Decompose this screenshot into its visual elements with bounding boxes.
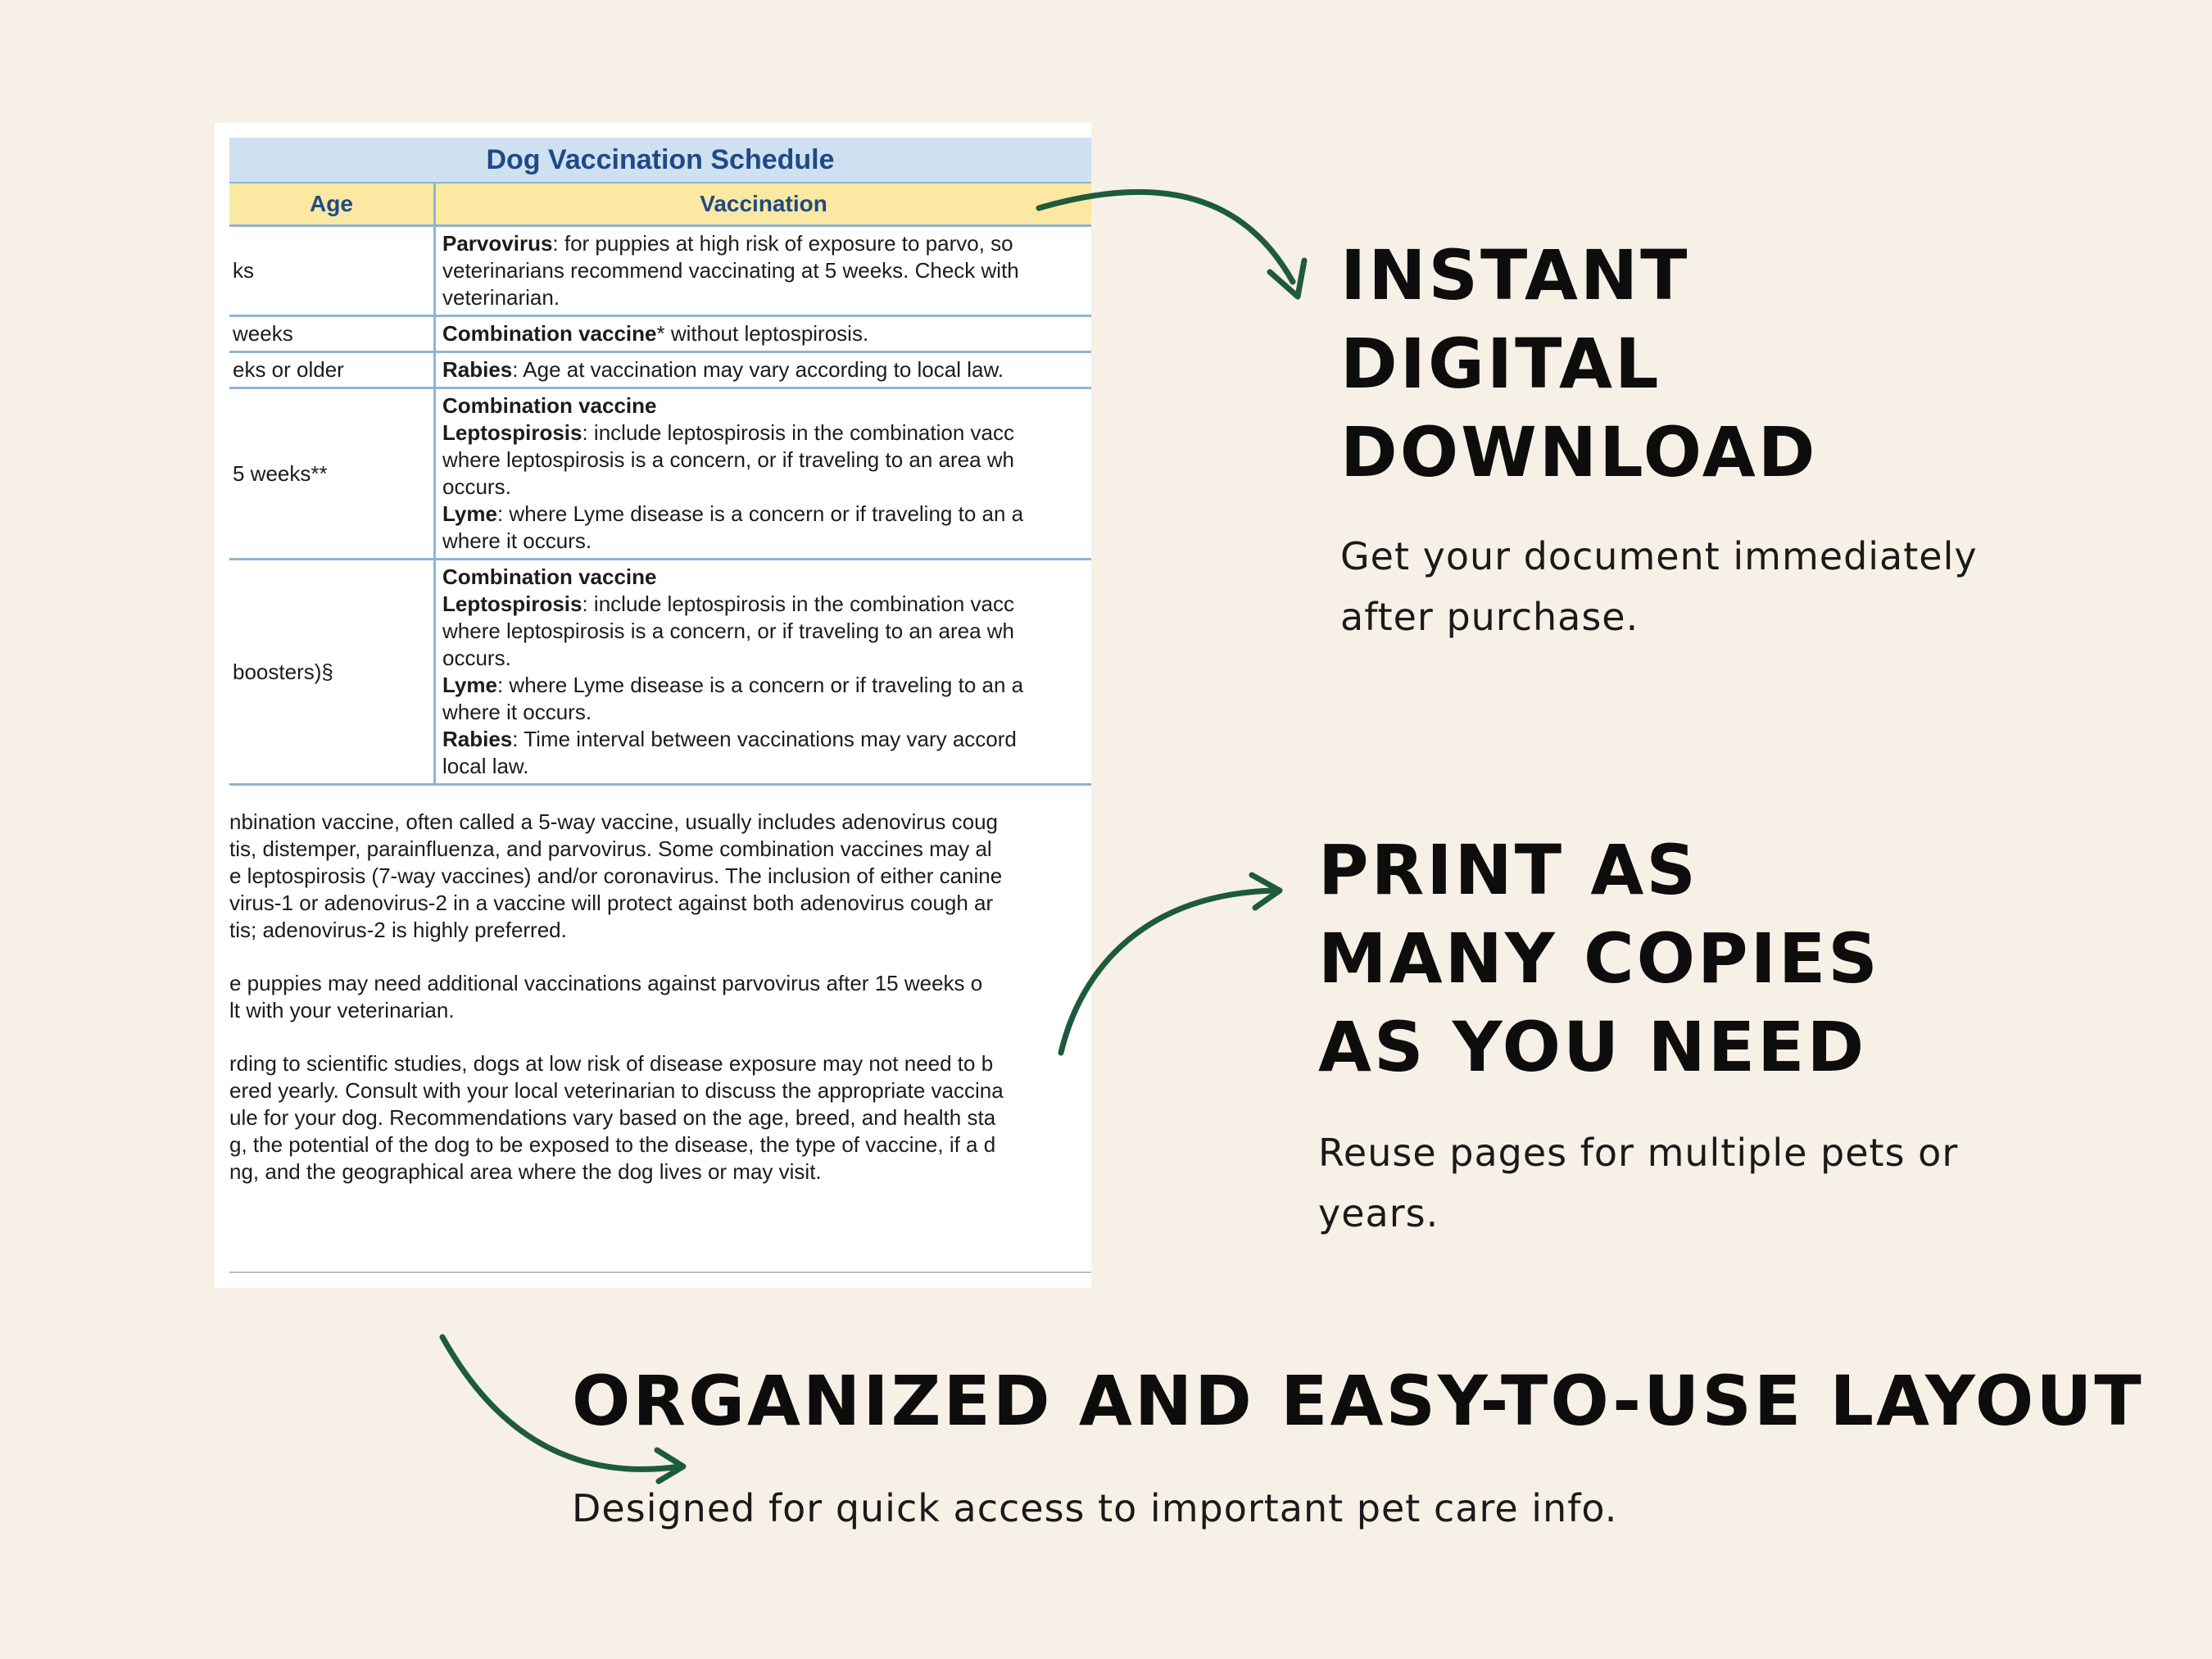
title-line: INSTANT <box>1340 235 1690 315</box>
vaccination-line <box>442 501 1091 528</box>
feature-title-instant-download <box>1340 231 1818 496</box>
vaccine-detail: local law. <box>442 754 529 778</box>
footnote-line: virus-1 or adenovirus-2 in a vaccine will protect against both adenovirus cough ar <box>229 891 994 915</box>
vaccination-cell <box>436 317 1091 351</box>
vaccine-detail: occurs. <box>442 646 511 670</box>
title-line: AS YOU NEED <box>1318 1007 1867 1087</box>
vaccination-line <box>442 474 1091 501</box>
footnote-line: g, the potential of the dog to be exposed to the disease, the type of vaccine, if a d <box>229 1132 996 1157</box>
table-row <box>229 353 1091 389</box>
title-line: PRINT AS <box>1318 830 1698 910</box>
vaccine-detail: where leptospirosis is a concern, or if traveling to an area wh <box>442 619 1015 643</box>
footnote-line: lt with your veterinarian. <box>229 998 455 1022</box>
table-row <box>229 317 1091 353</box>
vaccine-name: Combination vaccine <box>442 393 657 418</box>
header-vaccination: Vaccination <box>700 191 827 216</box>
header-age: Age <box>229 184 436 224</box>
vaccine-detail: veterinarian. <box>442 285 560 310</box>
vaccination-line <box>442 591 1091 618</box>
footnote-line: nbination vaccine, often called a 5-way vaccine, usually includes adenovirus coug <box>229 809 999 834</box>
footnote-line: ng, and the geographical area where the dog lives or may visit. <box>229 1159 822 1184</box>
footnote <box>229 970 1091 1024</box>
footnote <box>229 1050 1091 1185</box>
desc-line: years. <box>1318 1191 1439 1235</box>
desc-line: Reuse pages for multiple pets or <box>1318 1131 1959 1175</box>
vaccination-line <box>442 564 1091 591</box>
vaccine-detail: : Age at vaccination may vary according to local law. <box>512 357 1004 382</box>
vaccination-table <box>229 138 1091 1212</box>
vaccination-line <box>442 645 1091 672</box>
footnote-line: tis; adenovirus-2 is highly preferred. <box>229 918 567 942</box>
table-body <box>229 227 1091 786</box>
vaccine-name: Combination vaccine <box>442 321 657 346</box>
title-line: MANY COPIES <box>1318 918 1880 999</box>
age-cell: eks or older <box>229 353 436 387</box>
feature-description-print-copies <box>1318 1122 2056 1244</box>
age-cell: 5 weeks** <box>229 389 436 558</box>
vaccine-detail: : for puppies at high risk of exposure to parvo, so <box>552 231 1013 256</box>
vaccine-name: Combination vaccine <box>442 564 657 589</box>
vaccination-line <box>442 618 1091 645</box>
vaccine-name: Lyme <box>442 673 497 697</box>
vaccination-line <box>442 284 1091 311</box>
footnote-line: e puppies may need additional vaccinations against parvovirus after 15 weeks o <box>229 971 983 995</box>
vaccination-line <box>442 753 1091 780</box>
document-title: Dog Vaccination Schedule <box>229 138 1091 182</box>
desc-line: Designed for quick access to important pet care info. <box>572 1486 1618 1530</box>
vaccination-line <box>442 699 1091 726</box>
vaccine-detail: : include leptospirosis in the combination vacc <box>582 420 1014 445</box>
table-row <box>229 389 1091 560</box>
vaccine-name: Parvovirus <box>442 231 553 256</box>
footnotes <box>229 809 1091 1185</box>
vaccination-line <box>442 320 1091 347</box>
vaccine-detail: : where Lyme disease is a concern or if traveling to an a <box>496 673 1024 697</box>
age-cell: boosters)§ <box>229 560 436 783</box>
vaccination-cell <box>436 353 1091 387</box>
vaccine-detail: where it occurs. <box>442 528 592 553</box>
title-line: DOWNLOAD <box>1340 412 1818 492</box>
vaccination-line <box>442 356 1091 383</box>
page-divider <box>229 1271 1091 1273</box>
desc-line: Get your document immediately <box>1340 534 1978 578</box>
feature-title-print-copies <box>1318 826 1880 1091</box>
vaccine-name: Leptospirosis <box>442 592 582 616</box>
vaccination-line <box>442 257 1091 284</box>
vaccination-line <box>442 392 1091 419</box>
vaccine-detail: : where Lyme disease is a concern or if traveling to an a <box>496 501 1024 526</box>
vaccination-line <box>442 230 1091 257</box>
arrow-curved-right-icon <box>1032 172 1335 311</box>
feature-description-organized-layout <box>572 1478 1617 1539</box>
arrow-curved-up-icon <box>1049 868 1294 1065</box>
vaccine-name: Rabies <box>442 357 513 382</box>
vaccine-name: Lyme <box>442 501 497 526</box>
vaccination-line <box>442 419 1091 446</box>
vaccine-name: Rabies <box>442 727 513 751</box>
vaccination-cell <box>436 560 1091 783</box>
vaccine-detail: veterinarians recommend vaccinating at 5 weeks. Check with <box>442 258 1019 283</box>
vaccination-line <box>442 528 1091 555</box>
desc-line: after purchase. <box>1340 595 1639 639</box>
vaccine-detail: where it occurs. <box>442 700 592 724</box>
footnote-line: ule for your dog. Recommendations vary based on the age, breed, and health sta <box>229 1105 996 1130</box>
feature-title-organized-layout <box>572 1356 2144 1446</box>
footnote-line: tis, distemper, parainfluenza, and parvovirus. Some combination vaccines may al <box>229 836 992 861</box>
vaccination-cell <box>436 227 1091 315</box>
title-line: DIGITAL <box>1340 324 1661 404</box>
footnote-line: rding to scientific studies, dogs at low risk of disease exposure may not need to b <box>229 1051 994 1076</box>
feature-description-instant-download <box>1340 526 2078 647</box>
table-row <box>229 227 1091 317</box>
vaccine-detail: : include leptospirosis in the combination vacc <box>582 592 1014 616</box>
document-preview <box>215 123 1091 1288</box>
vaccine-detail: : Time interval between vaccinations may vary accord <box>512 727 1017 751</box>
vaccination-line <box>442 672 1091 699</box>
vaccine-detail: occurs. <box>442 474 511 499</box>
age-cell: ks <box>229 227 436 315</box>
title-line: ORGANIZED AND EASY-TO-USE LAYOUT <box>572 1361 2144 1441</box>
age-cell: weeks <box>229 317 436 351</box>
footnote <box>229 809 1091 944</box>
vaccine-detail: * without leptospirosis. <box>656 321 869 346</box>
footnote-line: ered yearly. Consult with your local veterinarian to discuss the appropriate vaccina <box>229 1078 1004 1103</box>
table-row <box>229 560 1091 786</box>
vaccination-line <box>442 446 1091 474</box>
vaccination-cell <box>436 389 1091 558</box>
footnote-line: e leptospirosis (7-way vaccines) and/or coronavirus. The inclusion of either canine <box>229 863 1003 888</box>
vaccine-detail: where leptospirosis is a concern, or if traveling to an area wh <box>442 447 1015 472</box>
table-header <box>229 182 1091 227</box>
vaccination-line <box>442 726 1091 753</box>
vaccine-name: Leptospirosis <box>442 420 582 445</box>
